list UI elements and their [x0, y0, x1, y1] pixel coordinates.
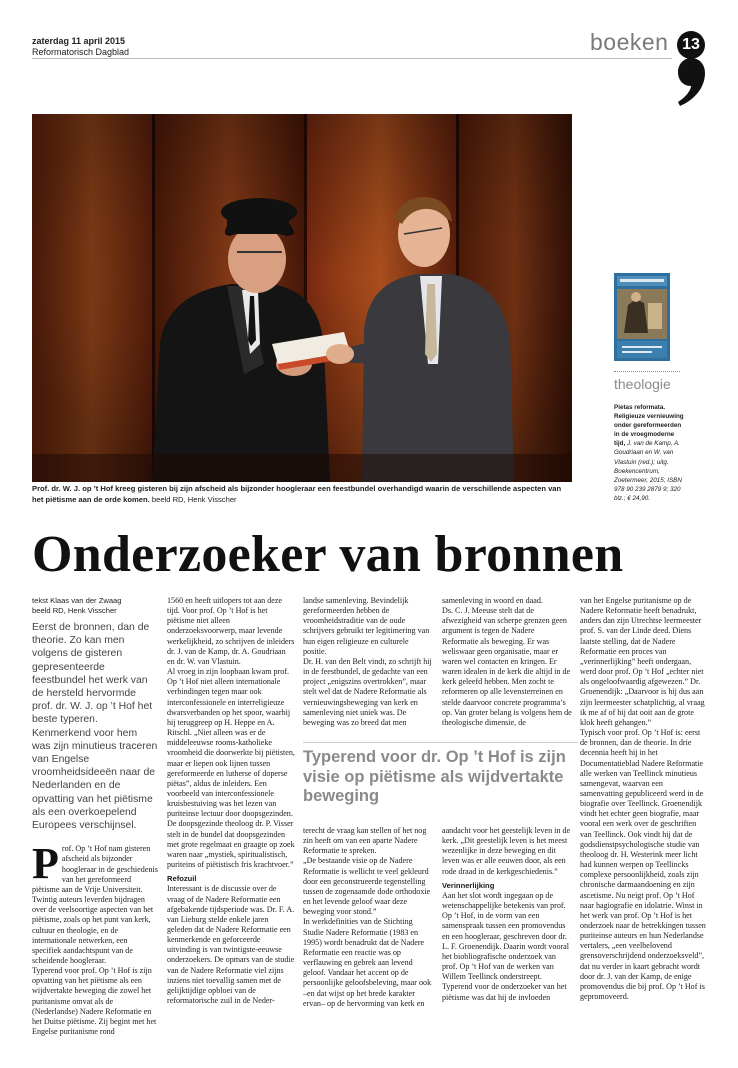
article-photo: [32, 114, 572, 482]
caption-credit: beeld RD, Henk Visscher: [151, 494, 237, 504]
body-text: Aan het slot wordt ingegaan op de wetenschappelijke betekenis van prof. Op ’t Hof, in de vorm van een samenspraak tussen een promovendus en een hoogleraar, geschreven door dr. L. F. Groenendijk. Daarin wordt vooral het biobliografische onderzoek van prof. Op ’t Hof van de werken van Willem Teellinck onderstreept. Typerend voor de onderzoeker van het piëtisme was dat hij de invloeden: [442, 890, 570, 1002]
byline: [32, 596, 158, 615]
pullquote: Typerend voor dr. Op ’t Hof is zijn visie op piëtisme als wijdvertakte beweging: [303, 748, 566, 805]
subheading-verinnerlijking: Verinnerlijking: [442, 880, 495, 890]
article-column-4-top: [442, 596, 572, 728]
body-text: Interessant is de discussie over de vraag of de Nadere Reformatie een afgebakende tijdsperiode was. Dr. F. A. van Lieburg stelde enkele jaren geleden dat de Nadere Reformatie een kenmerkende en geforceerde uitvinding is van twintigste-eeuwse onderzoekers. De opmars van de studie van de Nadere Reformatie viel zijns inziens niet toevallig samen met de gelijktijdige opbloei van de reformatorische zuil in de Neder-: [167, 884, 295, 1006]
body-text: aandacht voor het geestelijk leven in de kerk. „Dit geestelijk leven is het meest wezenlijke in deze beweging en dit leven was er alle eeuwen door, als een rode draad in de kerkgeschiedenis.”: [442, 826, 571, 876]
body-paragraph: [32, 839, 158, 1037]
byline-photo: beeld RD, Henk Visscher: [32, 605, 117, 615]
caption-text: Prof. dr. W. J. op ’t Hof kreeg gisteren bij zijn afscheid als bijzonder hoogleraar een feestbundel overhandigd waarin de verschillende aspecten van het piëtisme aan de orde komen.: [32, 484, 562, 504]
book-details: J. van de Kamp, A. Goudriaan en W. van Vlastuin (red.); uitg. Boekencentrum, Zoetermeer, 2015; ISBN 978 90 239 2879 9; 320 blz.; € 24,90.: [614, 440, 682, 502]
sidebar-category: theologie: [614, 376, 671, 392]
article-column-4-bottom: [442, 826, 572, 1003]
drop-cap: P: [32, 839, 59, 889]
body-text: terecht de vraag kan stellen of het nog zin heeft om van een aparte Nadere Reformatie te spreken. „De bestaande visie op de Nadere Reformatie is wellicht te veel gekleurd door een geconstrueerde tegenstelling tussen de zogenaamde dode orthodoxie en het levende geloof waar deze beweging voor stond.” In werkdefinities van de Stichting Studie Nadere Reformatie (1983 en 1995) wordt benadrukt dat de Nadere Reformatie een reactie was op verflauwing en gebrek aan levend geloof. Vandaar het accent op de persoonlijke geloofsbeleving, maar ook –en dat wijst op het brede karakter ervan– op de hervorming van kerk en: [303, 826, 432, 1008]
pullquote-rule: [303, 742, 578, 743]
body-text: rof. Op ’t Hof nam gisteren afscheid als bijzonder hoogleraar in de geschiedenis van het gereformeerd piëtisme aan de Vrije Universiteit. Twintig auteurs leverden bijdragen over de veelsoortige aspecten van het piëtisme, zoals op het punt van kerk, cultuur en theologie, en de internationale netwerken, een specifiek aandachtspunt van de scheidende hoogleraar. Typerend voor prof. Op ’t Hof is zijn opvatting van het piëtisme als een wijdvertakte beweging die zowel het puritanisme omvat als de (Nederlandse) Nadere Reformatie en het Duitse piëtisme. Zij begint met het Engelse puritanisme rond: [32, 844, 158, 1037]
article-intro: Eerst de bronnen, dan de theorie. Zo kan men volgens de gisteren gepresenteerde feestbundel het werk van de hersteld hervormde prof. dr. W. J. op ’t Hof het beste typeren. Kenmerkend voor hem was zijn minutieus traceren van Engelse vroomheidsideeën naar de Nederlanden en de opvatting van het piëtisme als een overkoepelend Europees verschijnsel.: [32, 622, 158, 832]
comma-logo-icon: [676, 56, 706, 108]
page-number: 13: [677, 31, 705, 59]
article-column-3-bottom: [303, 826, 433, 1009]
header-dateline: [32, 36, 129, 58]
article-headline: Onderzoeker van bronnen: [32, 526, 624, 583]
photo-caption: [32, 484, 572, 505]
subheading-refozuil: Refozuil: [167, 874, 197, 884]
article-column-5: [580, 596, 708, 1002]
book-info: [614, 403, 686, 503]
book-title: Pietas reformata. Religieuze vernieuwing onder gereformeerden in de vroegmoderne tijd,: [614, 404, 684, 448]
body-text: landse samenleving. Bevindelijk gereformeerden hebben de vroomheidstraditie van de oude schrijvers gebruikt ter legitimering van hun eigen religieuze en culturele positie. Dr. H. van den Belt vindt, zo schrijft hij in de feestbundel, de gedachte van een project „enigszins overtrokken”, maar stelt wel dat de Nadere Reformatie als vernieuwingsbeweging van kerk en samenleving niet uniek was. De beweging was zo breed dat men: [303, 596, 432, 727]
article-column-3-top: [303, 596, 433, 728]
book-cover-image: [614, 273, 670, 361]
sidebar-divider: [614, 371, 680, 372]
header-rule: [32, 58, 672, 59]
body-text: 1560 en heeft uitlopers tot aan deze tijd. Voor prof. Op ’t Hof is het piëtisme niet alleen onderzoeksvoorwerp, maar levende werkelijkheid, zo schrijven de inleiders dr. J. van de Kamp, dr. A. Goudriaan en dr. W. van Vlastuin. Al vroeg in zijn loopbaan kwam prof. Op ’t Hof niet alleen internationale verbindingen tegen maar ook interconfessionele en interreligieuze dwarsverbanden op het spoor, waarbij hij teruggreep op H. Heppe en A. Ritschl. „Niet alleen was er de middeleeuwse rooms-katholieke vroomheid die doorwerkte bij piëtisten, maar er liepen ook lijnen tussen gereformeerde en lutherse of doperse piëtas”, aldus de inleiders. Een voorbeeld van interconfessionele kruisbestuiving was het lezen van puriteinse lectuur door doopsgezinden. De doopsgezinde theoloog dr. P. Visser stelt in de bundel dat doopsgezinden met grote regelmaat en graagte op zoek waren naar „mystiek, spiritualistisch, puriteins of piëtistisch fris krachtvoer.”: [167, 596, 295, 870]
body-text: samenleving in woord en daad. Ds. C. J. Meeuse stelt dat de afwezigheid van scherpe grenzen geen argument is tegen de Nadere Reformatie als beweging. Er was weliswaar geen organisatie, maar er waren wel contacten en kringen. Er waren idealen in de kerk die altijd in de kerk geleefd hebben. Men zocht te reformeren op alle levensterreinen en stelde daarvoor concrete programma’s op. Van groter belang is volgens hem de theologische dimensie, de: [442, 596, 572, 727]
article-column-2: [167, 596, 295, 1006]
article-column-1: [32, 596, 158, 1037]
issue-date: zaterdag 11 april 2015: [32, 36, 126, 46]
body-text: van het Engelse puritanisme op de Nadere Reformatie heeft benadrukt, anders dan zijn Utrechtse leermeester prof. S. van der Linde deed. Diens laatste stelling, dat de Nadere Reformatie een proces van „verinnerlijking” heeft ondergaan, werd door prof. Op ’t Hof „echter niet als ongeloofwaardig afgewezen.” Dr. Groenendijk: „Daarvoor is hij dus aan zijn leermeester schatplichtig, al vraag ik me af of hij dat ooit aan de grote klok heeft gehangen.” Typisch voor prof. Op ’t Hof is: eerst de bronnen, dan de theorie. In drie decennia heeft hij in het Documentatieblad Nadere Reformatie alle werken van Teellinck minutieus samengevat, waarvan een samenvatting gepubliceerd werd in de biografie over Teellinck. Groenendijk vindt het echter geen biografie, maar vooral een werk over de geschriften van Teellinck. Ook vindt hij dat de godsdienstpsychologische studie van theoloog dr. H. Westerink meer licht had kunnen werpen op Teellincks complexe persoonlijkheid, zoals zijn chronische darmaandoening en zijn ascetisme. Nu neigt prof. Op ’t Hof naar hagiografie en idolatrie. Winst in het werk van prof. Op ’t Hof is het onderzoek naar de betrekkingen tussen puriteinse auteurs en hun Nederlandse vertalers, „een veelbelovend grensoverschrijdend onderzoeksveld”, dat nu verder in kaart gebracht wordt door dr. J. van der Kamp, de enige promovendus die bij prof. Op ’t Hof is gepromoveerd.: [580, 596, 706, 1002]
byline-author: tekst Klaas van der Zwaag: [32, 596, 122, 605]
section-title: boeken: [590, 29, 669, 55]
newspaper-name: Reformatorisch Dagblad: [32, 47, 130, 57]
